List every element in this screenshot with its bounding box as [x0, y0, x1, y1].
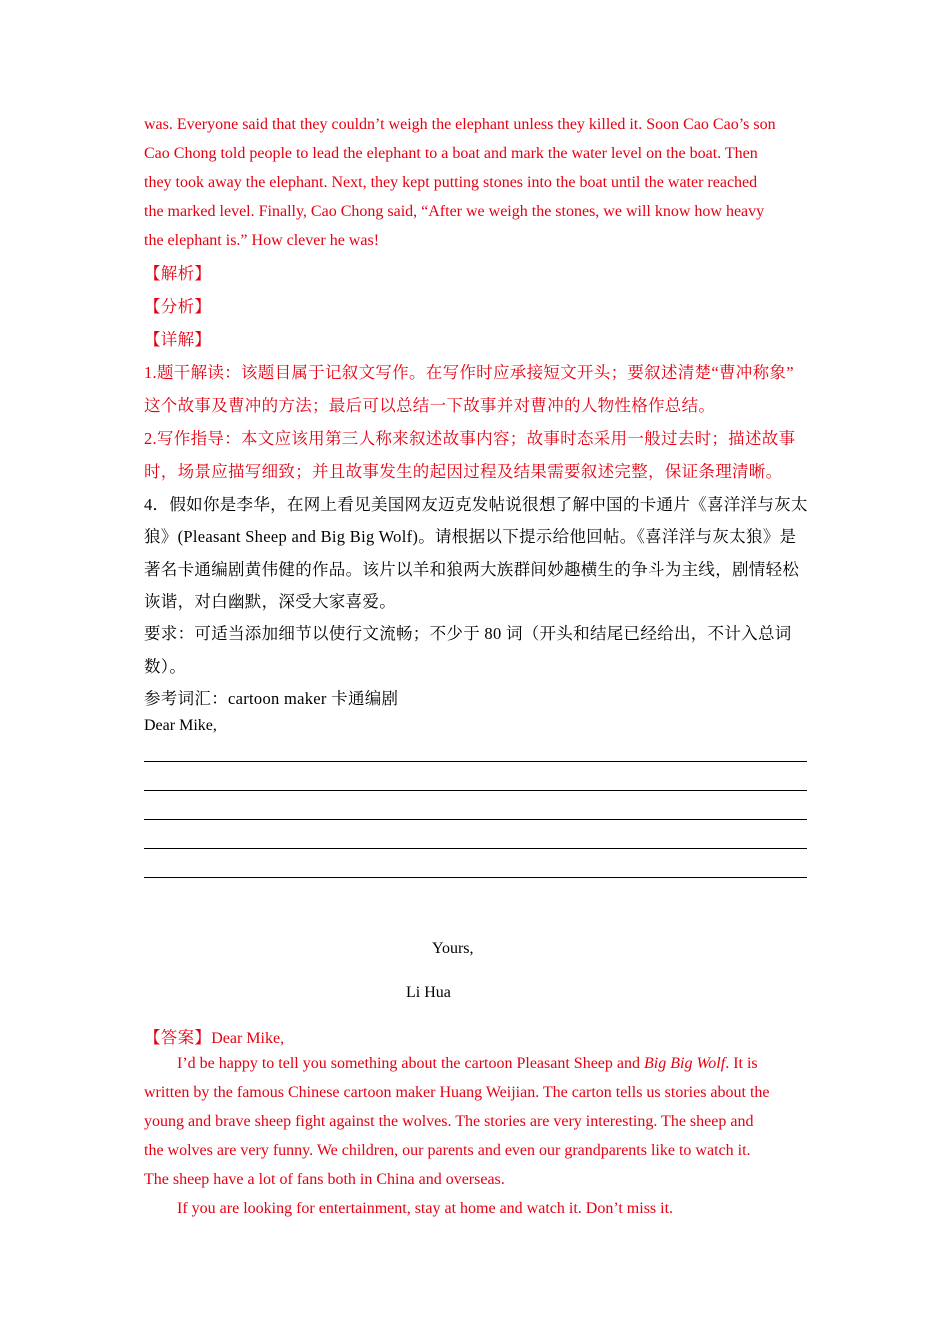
- answer-greeting: Dear Mike,: [211, 1030, 285, 1047]
- guide-line: 2.写作指导：本文应该用第三人称来叙述故事内容；故事时态采用一般过去时；描述故事: [144, 429, 796, 448]
- story-line: was. Everyone said that they couldn’t weigh the elephant unless they killed it. Soon Cao Cao’s son: [144, 116, 776, 133]
- answer-text: . It is: [725, 1055, 758, 1072]
- letter-signature: Li Hua: [406, 984, 451, 1001]
- guide-line: 时，场景应描写细致；并且故事发生的起因过程及结果需要叙述完整，保证条理清晰。: [144, 462, 783, 481]
- question-line: 要求：可适当添加细节以使行文流畅；不少于 80 词（开头和结尾已经给出，不计入总词: [144, 624, 792, 643]
- reference-vocab: 参考词汇：cartoon maker 卡通编剧: [144, 689, 399, 708]
- question-line: 4．假如你是李华，在网上看见美国网友迈克发帖说很想了解中国的卡通片《喜洋洋与灰太: [144, 495, 808, 514]
- answer-line: young and brave sheep fight against the wolves. The stories are very interesting. The sheep and: [144, 1113, 754, 1130]
- section-xiangjie: 【详解】: [144, 330, 212, 349]
- guide-line: 这个故事及曹冲的方法；最后可以总结一下故事并对曹冲的人物性格作总结。: [144, 396, 716, 415]
- writing-line: [144, 761, 807, 762]
- writing-line: [144, 848, 807, 849]
- letter-greeting: Dear Mike,: [144, 717, 217, 734]
- story-line: Cao Chong told people to lead the elephant to a boat and mark the water level on the boat. Then: [144, 145, 758, 162]
- answer-line: The sheep have a lot of fans both in China and overseas.: [144, 1171, 505, 1188]
- answer-label: 【答案】: [144, 1028, 212, 1047]
- story-line: the marked level. Finally, Cao Chong said, “After we weigh the stones, we will know how heavy: [144, 203, 765, 220]
- question-line: 狼》(Pleasant Sheep and Big Big Wolf)。请根据以下提示给他回帖。《喜洋洋与灰太狼》是: [144, 527, 797, 546]
- guide-line: 1.题干解读：该题目属于记叙文写作。在写作时应承接短文开头；要叙述清楚“曹冲称象”: [144, 363, 794, 382]
- story-line: they took away the elephant. Next, they kept putting stones into the boat until the water reached: [144, 174, 758, 191]
- answer-line: [144, 1055, 758, 1073]
- answer-line: the wolves are very funny. We children, our parents and even our grandparents like to watch it.: [144, 1142, 751, 1159]
- answer-text: I’d be happy to tell you something about the cartoon Pleasant Sheep and: [177, 1055, 644, 1072]
- question-line: 数）。: [144, 657, 187, 676]
- answer-line: If you are looking for entertainment, stay at home and watch it. Don’t miss it.: [177, 1200, 674, 1217]
- writing-line: [144, 790, 807, 791]
- writing-line: [144, 819, 807, 820]
- answer-header: [144, 1024, 284, 1048]
- question-line: 诙谐，对白幽默，深受大家喜爱。: [144, 592, 396, 611]
- writing-line: [144, 877, 807, 878]
- question-line: 著名卡通编剧黄伟健的作品。该片以羊和狼两大族群间妙趣横生的争斗为主线，剧情轻松: [144, 560, 800, 579]
- section-jiexi: 【解析】: [144, 264, 212, 283]
- answer-line: written by the famous Chinese cartoon maker Huang Weijian. The carton tells us stories about the: [144, 1084, 770, 1101]
- answer-title-italic: Big Big Wolf: [644, 1055, 726, 1072]
- story-line: the elephant is.” How clever he was!: [144, 232, 380, 249]
- letter-closing: Yours,: [432, 940, 474, 957]
- section-fenxi: 【分析】: [144, 297, 212, 316]
